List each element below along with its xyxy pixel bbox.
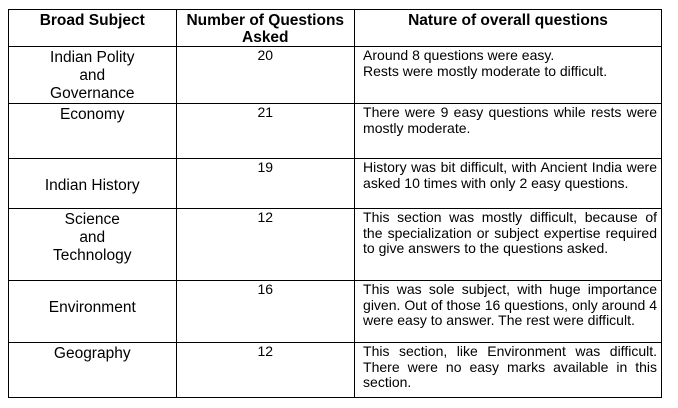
nature-cell: This section was mostly difficult, because of the specialization or subject expertise required to give answers to the questions asked.	[355, 209, 662, 281]
subject-line: Indian History	[44, 176, 140, 194]
nature-line: Around 8 questions were easy.	[363, 47, 555, 63]
subject-line: Governance	[50, 85, 135, 102]
nature-cell: This section, like Environment was difficult. There were no easy marks available in this section.	[355, 343, 662, 398]
table-row	[9, 104, 662, 159]
count-cell: 21	[176, 104, 355, 159]
nature-line: Rests were mostly moderate to difficult.	[363, 62, 608, 79]
subject-cell	[9, 343, 177, 398]
subject-cell	[9, 281, 177, 343]
table-row	[9, 209, 662, 281]
subject-cell	[9, 104, 177, 159]
table-row	[9, 47, 662, 104]
count-cell: 12	[176, 209, 355, 281]
subject-line: Environment	[48, 299, 136, 316]
subject-line: Science	[64, 211, 120, 228]
subject-line: and	[79, 229, 106, 246]
nature-cell: This was sole subject, with huge importance given. Out of those 16 questions, only around 4 were easy to answer. The rest were difficult.	[355, 281, 662, 343]
subject-cell	[9, 159, 177, 209]
header-broad-subject: Broad Subject	[9, 10, 177, 47]
nature-cell: There were 9 easy questions while rests were mostly moderate.	[355, 104, 662, 159]
table-row	[9, 159, 662, 209]
subject-line: and	[79, 67, 106, 84]
header-number-of-questions: Number of Questions Asked	[176, 10, 355, 47]
subject-cell	[9, 209, 177, 281]
subject-line: Technology	[53, 247, 132, 264]
subject-line: Geography	[53, 345, 131, 362]
header-nature-of-questions: Nature of overall questions	[355, 10, 662, 47]
table-row	[9, 281, 662, 343]
nature-cell: History was bit difficult, with Ancient India were asked 10 times with only 2 easy questions.	[355, 159, 662, 209]
subject-line: Indian Polity	[50, 49, 135, 66]
count-cell: 16	[176, 281, 355, 343]
count-cell: 12	[176, 343, 355, 398]
count-cell: 20	[176, 47, 355, 104]
table-row	[9, 343, 662, 398]
subject-line: Economy	[59, 106, 125, 123]
count-cell: 19	[176, 159, 355, 209]
nature-cell	[355, 47, 662, 104]
exam-analysis-table	[8, 9, 662, 398]
header-row	[9, 10, 662, 47]
subject-cell	[9, 47, 177, 104]
